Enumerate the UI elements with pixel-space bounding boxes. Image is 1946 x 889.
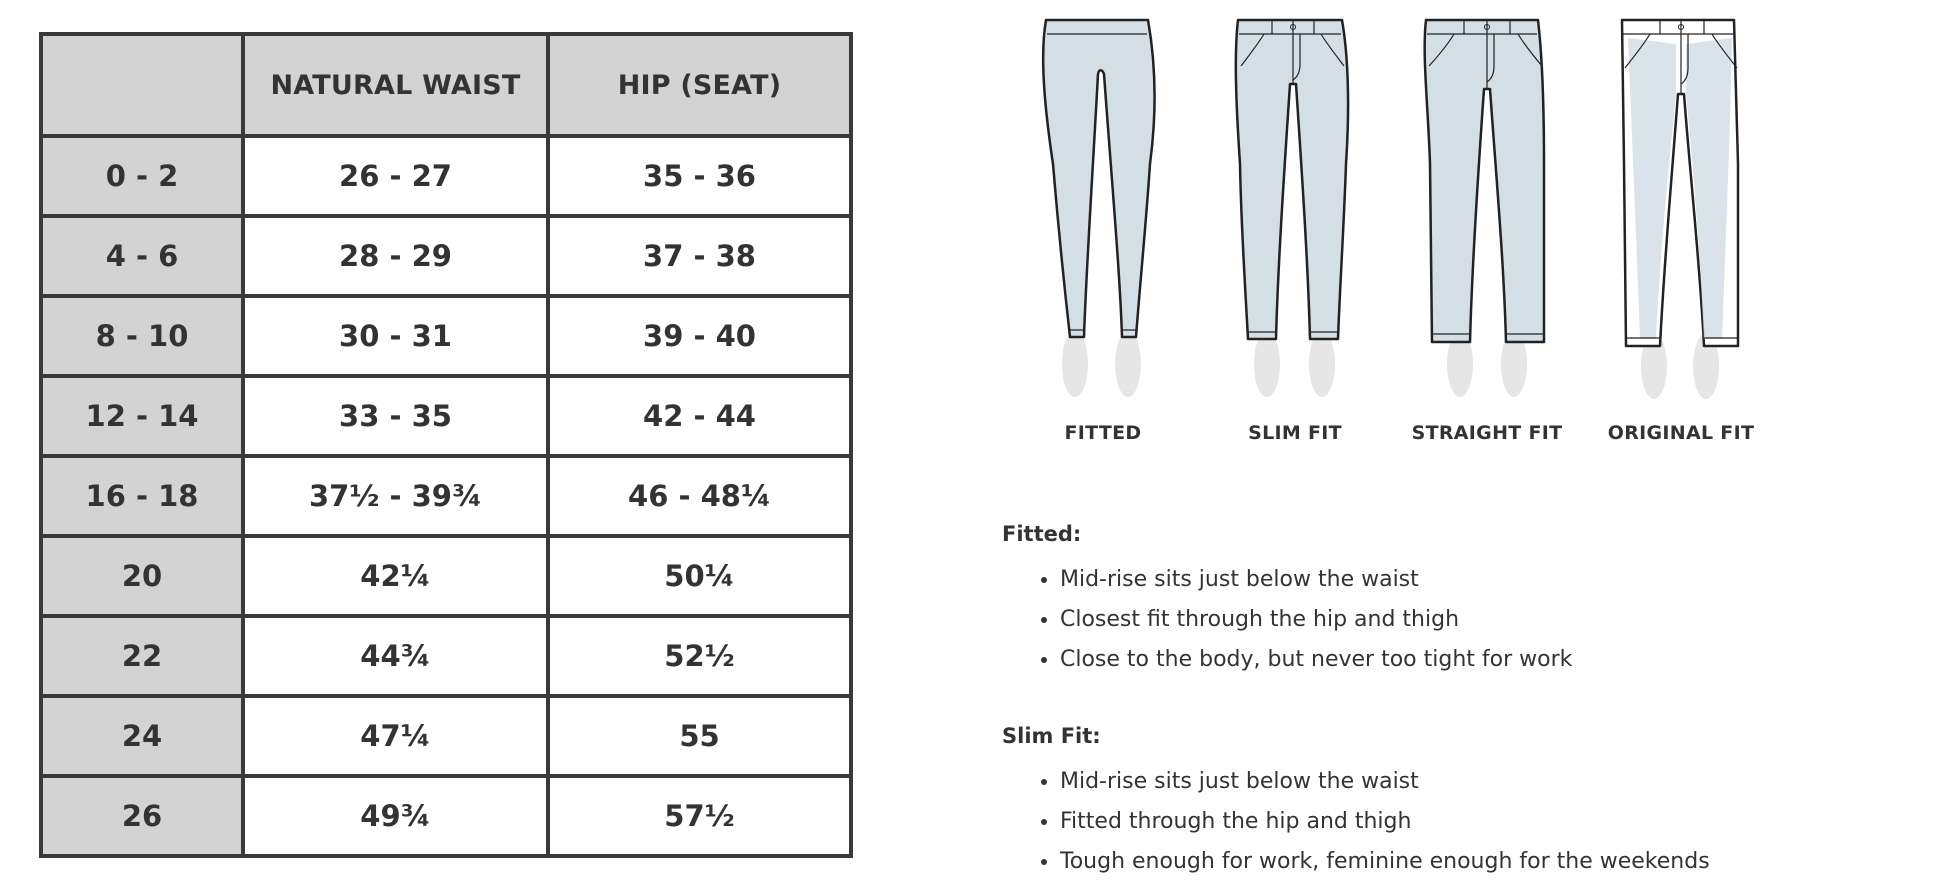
waist-cell: 33 - 35 (243, 376, 548, 456)
original-fit-pants-icon (1596, 14, 1766, 414)
hip-cell: 46 - 48¼ (548, 456, 851, 536)
size-cell: 24 (41, 696, 243, 776)
table-row (41, 456, 851, 536)
fit-label: STRAIGHT FIT (1411, 422, 1563, 444)
fit-straight (1402, 14, 1572, 444)
fit-label: ORIGINAL FIT (1607, 422, 1755, 444)
table-row (41, 776, 851, 856)
hip-cell: 37 - 38 (548, 216, 851, 296)
list-item: • Close to the body, but never too tight for work (1060, 640, 1922, 680)
fit-original (1596, 14, 1766, 444)
hip-cell: 42 - 44 (548, 376, 851, 456)
header-size (41, 34, 243, 136)
list-item: • Mid-rise sits just below the waist (1060, 762, 1922, 802)
slim-fit-description (1002, 724, 1922, 882)
size-cell: 22 (41, 616, 243, 696)
size-chart-table (39, 32, 853, 858)
size-cell: 26 (41, 776, 243, 856)
table-row (41, 536, 851, 616)
description-list (1002, 560, 1922, 680)
description-list (1002, 762, 1922, 882)
waist-cell: 28 - 29 (243, 216, 548, 296)
hip-cell: 57½ (548, 776, 851, 856)
table-row (41, 376, 851, 456)
hip-cell: 35 - 36 (548, 136, 851, 216)
fit-label: FITTED (1064, 422, 1142, 444)
fit-fitted (1018, 14, 1188, 444)
fitted-pants-icon (1018, 14, 1188, 414)
table-row (41, 696, 851, 776)
table-row (41, 616, 851, 696)
slim-fit-pants-icon (1210, 14, 1380, 414)
waist-cell: 30 - 31 (243, 296, 548, 376)
size-cell: 20 (41, 536, 243, 616)
size-cell: 12 - 14 (41, 376, 243, 456)
size-cell: 4 - 6 (41, 216, 243, 296)
list-item: • Closest fit through the hip and thigh (1060, 600, 1922, 640)
fitted-description (1002, 522, 1922, 680)
header-natural-waist: NATURAL WAIST (243, 34, 548, 136)
hip-cell: 55 (548, 696, 851, 776)
size-cell: 0 - 2 (41, 136, 243, 216)
waist-cell: 47¼ (243, 696, 548, 776)
header-hip-seat: HIP (SEAT) (548, 34, 851, 136)
waist-cell: 26 - 27 (243, 136, 548, 216)
waist-cell: 44¾ (243, 616, 548, 696)
table-row (41, 216, 851, 296)
description-title: Fitted: (1002, 522, 1082, 546)
waist-cell: 37½ - 39¾ (243, 456, 548, 536)
list-item: • Tough enough for work, feminine enough for the weekends (1060, 842, 1922, 882)
list-item: • Mid-rise sits just below the waist (1060, 560, 1922, 600)
table-row (41, 136, 851, 216)
waist-cell: 49¾ (243, 776, 548, 856)
size-cell: 8 - 10 (41, 296, 243, 376)
table-row (41, 296, 851, 376)
table-header-row (41, 34, 851, 136)
hip-cell: 50¼ (548, 536, 851, 616)
waist-cell: 42¼ (243, 536, 548, 616)
size-cell: 16 - 18 (41, 456, 243, 536)
fit-label: SLIM FIT (1248, 422, 1342, 444)
straight-fit-pants-icon (1402, 14, 1572, 414)
fit-slim (1210, 14, 1380, 444)
hip-cell: 52½ (548, 616, 851, 696)
list-item: • Fitted through the hip and thigh (1060, 802, 1922, 842)
hip-cell: 39 - 40 (548, 296, 851, 376)
description-title: Slim Fit: (1002, 724, 1101, 748)
